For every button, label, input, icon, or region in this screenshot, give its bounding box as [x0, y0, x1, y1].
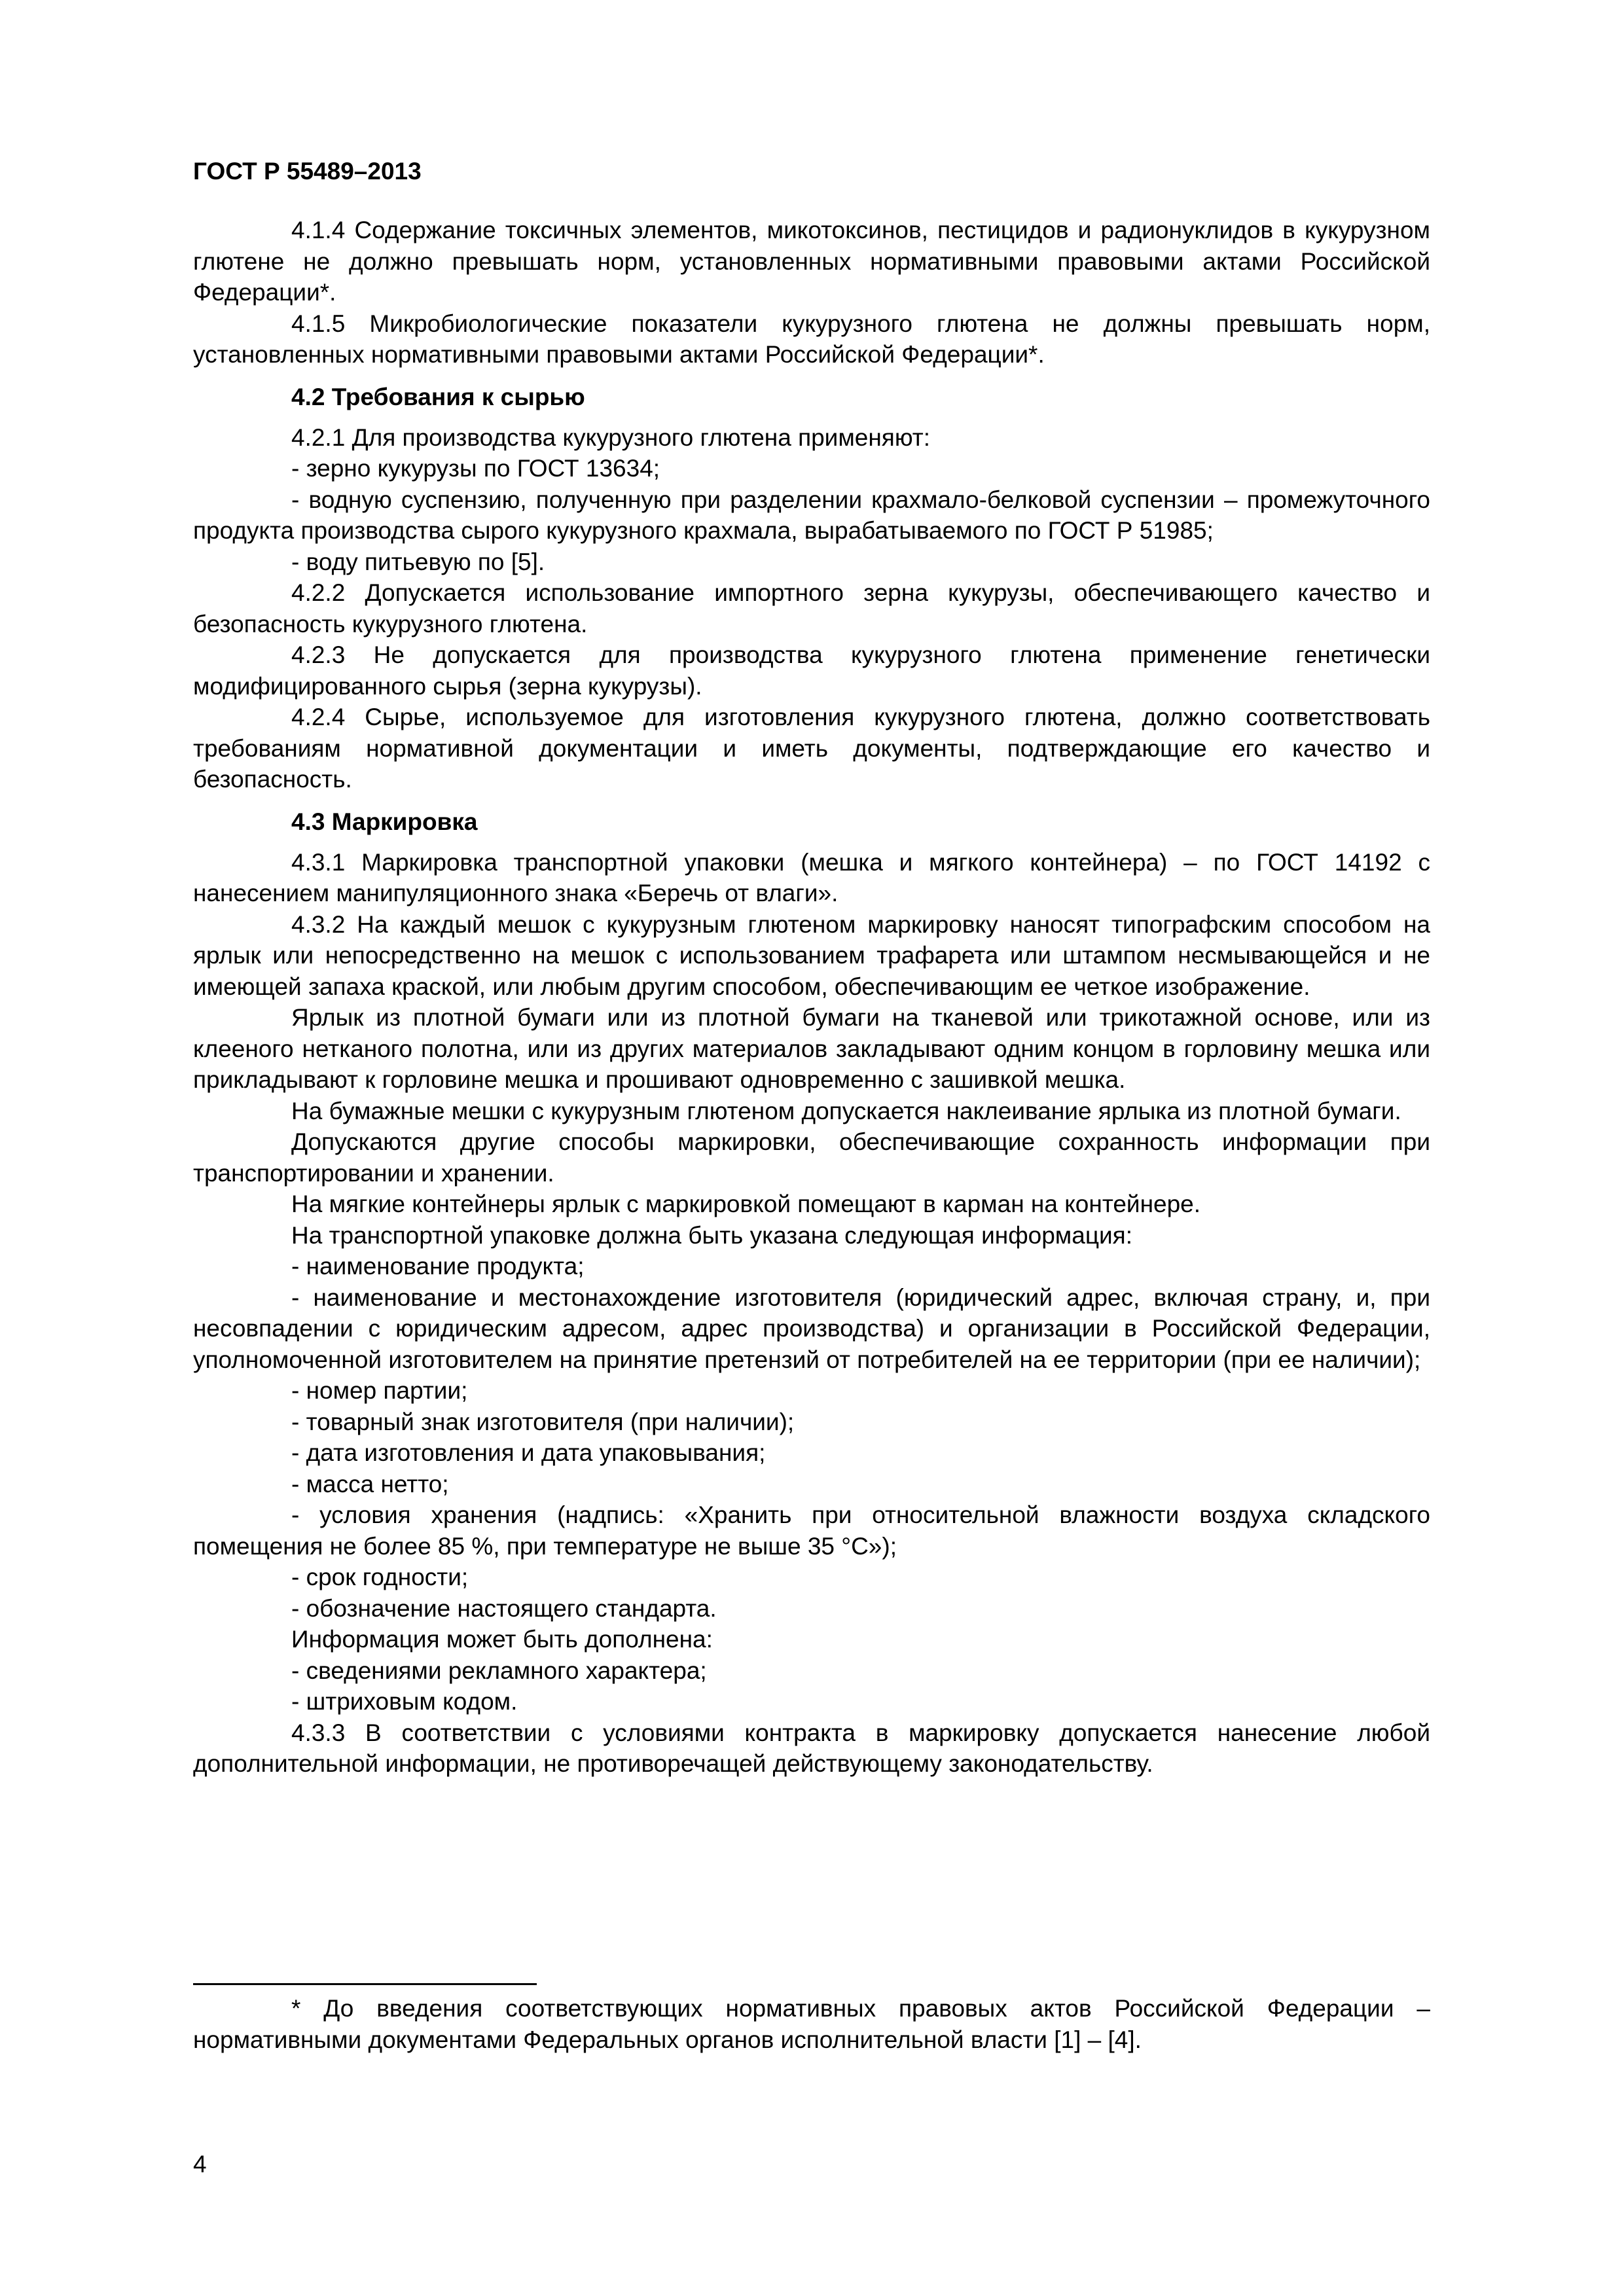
list-item: - срок годности; — [291, 1564, 469, 1590]
list-item: - номер партии; — [291, 1377, 468, 1404]
paragraph: Информация может быть дополнена: — [291, 1626, 713, 1653]
paragraph: Допускаются другие способы маркировки, обеспечивающие сохранность информации при транспортировании и хранении. — [193, 1128, 1430, 1187]
clause-4-1-5: 4.1.5 Микробиологические показатели кукурузного глютена не должны превышать норм, установленных нормативными правовыми актами Российской Федерации*. — [193, 310, 1430, 368]
page-number: 4 — [193, 2151, 207, 2178]
clause-4-2-1: 4.2.1 Для производства кукурузного глютена применяют: — [291, 423, 931, 451]
list-item: - масса нетто; — [291, 1470, 449, 1498]
document-header: ГОСТ Р 55489–2013 — [193, 158, 422, 185]
clause-4-1-4: 4.1.4 Содержание токсичных элементов, микотоксинов, пестицидов и радионуклидов в кукурузном глютене не должно превышать норм, установленных нормативными правовыми актами Российской Федерации*. — [193, 217, 1430, 306]
paragraph: На бумажные мешки с кукурузным глютеном допускается наклеивание ярлыка из плотной бумаги. — [291, 1097, 1401, 1124]
list-item: - обозначение настоящего стандарта. — [291, 1594, 717, 1622]
paragraph: На мягкие контейнеры ярлык с маркировкой помещают в карман на контейнере. — [291, 1191, 1201, 1217]
list-item: - наименование и местонахождение изготовителя (юридический адрес, включая страну, и, при несовпадении с юридическим адресом, адрес производства) и организации в Российской Федерации, уполномоченной изготовителем на принятие претензий от потребителей на ее территории (при ее наличии); — [193, 1283, 1430, 1373]
clause-4-3-2: 4.3.2 На каждый мешок с кукурузным глютеном маркировку наносят типографским способом на ярлык или непосредственно на мешок с использованием трафарета или штампом несмывающейся и не имеющей запаха краской, или любым другим способом, обеспечивающим ее четкое изображение. — [193, 910, 1430, 1000]
clause-4-2-3: 4.2.3 Не допускается для производства кукурузного глютена применение генетически модифицированного сырья (зерна кукурузы). — [193, 641, 1430, 700]
list-item: - штриховым кодом. — [291, 1688, 518, 1715]
clause-4-3-3: 4.3.3 В соответствии с условиями контракта в маркировку допускается нанесение любой дополнительной информации, не противоречащей действующему законодательству. — [193, 1719, 1430, 1777]
footnote: * До введения соответствующих нормативных правовых актов Российской Федерации – нормативными документами Федеральных органов исполнительной власти [1] – [4]. — [193, 1995, 1430, 2053]
section-heading-4-2: 4.2 Требования к сырью — [291, 383, 585, 410]
list-item: - сведениями рекламного характера; — [291, 1657, 707, 1684]
list-item: - товарный знак изготовителя (при наличии); — [291, 1408, 795, 1435]
list-item: - зерно кукурузы по ГОСТ 13634; — [291, 455, 660, 482]
document-body — [193, 215, 1430, 1780]
clause-4-2-2: 4.2.2 Допускается использование импортного зерна кукурузы, обеспечивающего качество и безопасность кукурузного глютена. — [193, 579, 1430, 637]
paragraph: На транспортной упаковке должна быть указана следующая информация: — [291, 1221, 1132, 1249]
footnote-separator — [193, 1983, 537, 1985]
list-item: - наименование продукта; — [291, 1253, 585, 1280]
list-item: - водную суспензию, полученную при разделении крахмало-белковой суспензии – промежуточного продукта производства сырого кукурузного крахмала, вырабатываемого по ГОСТ Р 51985; — [193, 486, 1430, 544]
list-item: - воду питьевую по [5]. — [291, 548, 545, 575]
clause-4-3-1: 4.3.1 Маркировка транспортной упаковки (мешка и мягкого контейнера) – по ГОСТ 14192 с нанесением манипуляционного знака «Беречь от влаги». — [193, 848, 1430, 906]
paragraph: Ярлык из плотной бумаги или из плотной бумаги на тканевой или трикотажной основе, или из клееного нетканого полотна, или из других материалов закладывают одним концом в горловину мешка или прикладывают к горловине мешка и прошивают одновременно с зашивкой мешка. — [193, 1004, 1430, 1093]
list-item: - условия хранения (надпись: «Хранить при относительной влажности воздуха складского помещения не более 85 %, при температуре не выше 35 °С»); — [193, 1501, 1430, 1560]
list-item: - дата изготовления и дата упаковывания; — [291, 1439, 766, 1466]
clause-4-2-4: 4.2.4 Сырье, используемое для изготовления кукурузного глютена, должно соответствовать требованиям нормативной документации и иметь документы, подтверждающие его качество и безопасность. — [193, 704, 1430, 793]
section-heading-4-3: 4.3 Маркировка — [291, 808, 478, 835]
